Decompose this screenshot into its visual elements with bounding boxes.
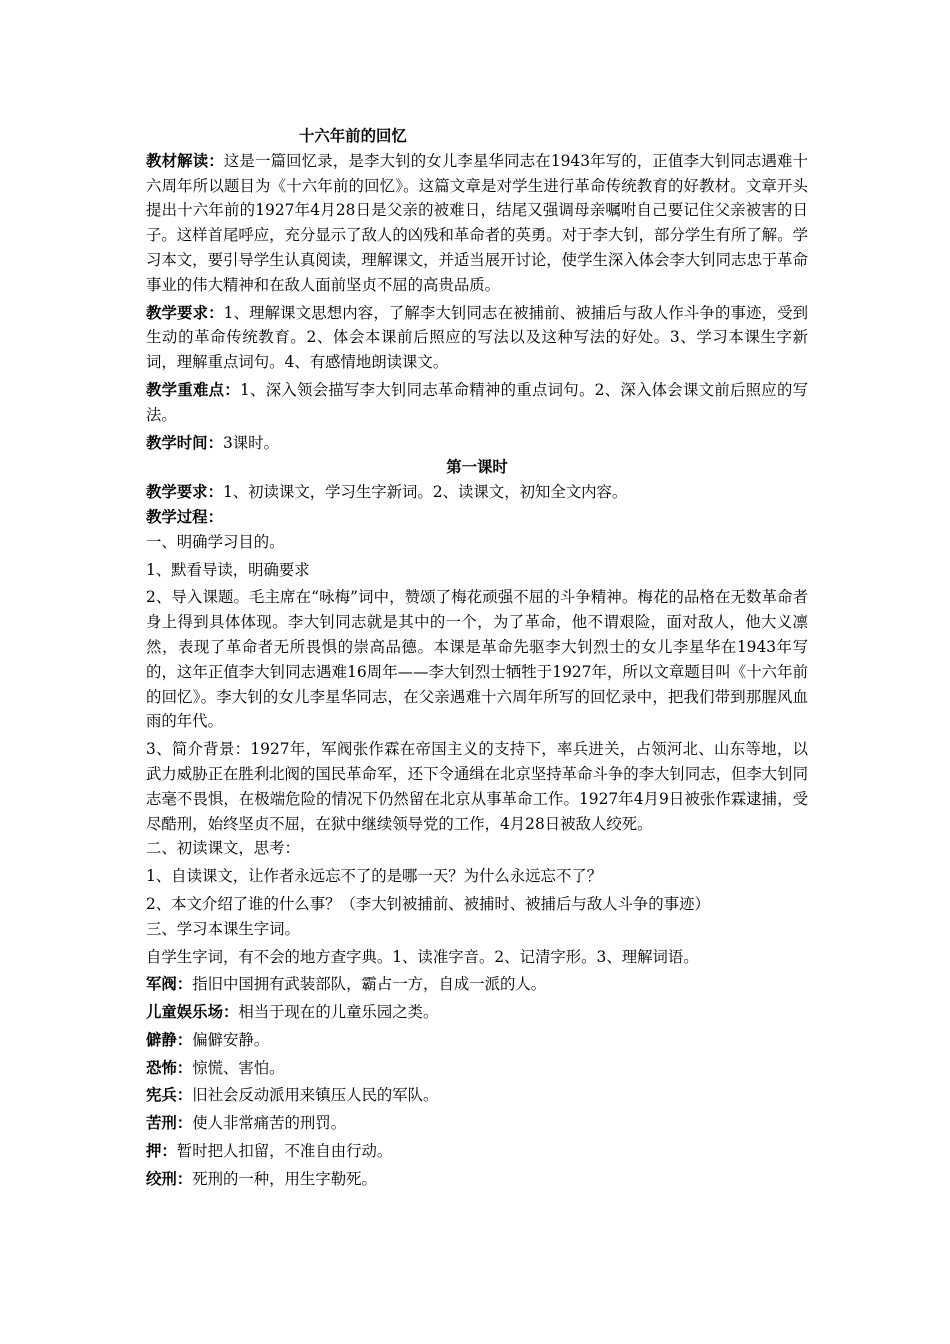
process-line: 2、本文介绍了谁的什么事？（李大钊被捕前、被捕时、被捕后与敌人斗争的事迹） [146, 894, 710, 913]
vocab-definition: 偏僻安静。 [192, 1030, 270, 1049]
process-line: 一、明确学习目的。 [146, 532, 285, 551]
vocab-item [146, 972, 808, 997]
teaching-requirements [146, 301, 808, 375]
teaching-time [146, 431, 808, 456]
textbook-interpretation-label: 教材解读： [146, 151, 224, 170]
document-title: 十六年前的回忆 [299, 127, 407, 145]
vocab-term: 绞刑： [146, 1169, 193, 1188]
teaching-key-points-label: 教学重难点： [146, 380, 240, 399]
vocab-item [146, 1028, 808, 1053]
lesson-one-requirements-text: 1、初读课文，学习生字新词。2、读课文，初知全文内容。 [222, 483, 628, 502]
vocab-item [146, 1056, 808, 1081]
vocab-item [146, 1167, 808, 1192]
lesson-one-requirements-label: 教学要求： [146, 483, 223, 502]
lesson-one-heading: 第一课时 [446, 458, 508, 477]
teaching-key-points-text: 1、深入领会描写李大钊同志革命精神的重点词句。2、深入体会课文前后照应的写法。 [146, 380, 808, 424]
teaching-process-label-text: 教学过程： [146, 507, 223, 526]
teaching-time-text: 3课时。 [222, 433, 279, 452]
process-line: 3、简介背景：1927年，军阀张作霖在帝国主义的支持下，率兵进关，占领河北、山东等地，以武力威胁正在胜利北阀的国民革命军，还下令通缉在北京坚持革命斗争的李大钊同志，但李大钊同志毫不畏惧，在极端危险的情况下仍然留在北京从事革命工作。1927年4月9日被张作霖逮捕，受尽酷刑，始终坚贞不屈，在狱中继续领导党的工作，4月28日被敌人绞死。 [146, 740, 808, 833]
vocab-term: 押： [146, 1142, 177, 1161]
vocab-definition: 指旧中国拥有武装部队，霸占一方，自成一派的人。 [192, 975, 547, 994]
vocab-term: 宪兵： [146, 1086, 193, 1105]
textbook-interpretation-text: 这是一篇回忆录，是李大钊的女儿李星华同志在1943年写的，正值李大钊同志遇难十六周年所以题目为《十六年前的回忆》。这篇文章是对学生进行革命传统教育的好教材。文章开头提出十六年前的1927年4月28日是父亲的被难日，结尾又强调母亲嘱咐自己要记住父亲被害的日子。这样首尾呼应，充分显示了敌人的凶残和革命者的英勇。对于李大钊，部分学生有所了解。学习本文，要引导学生认真阅读，理解课文，并适当展开讨论，使学生深入体会李大钊同志忠于革命事业的伟大精神和在敌人面前坚贞不屈的高贵品质。 [146, 151, 808, 294]
vocab-definition: 死刑的一种，用生字勒死。 [192, 1169, 377, 1188]
process-line: 1、自读课文，让作者永远忘不了的是哪一天？为什么永远忘不了？ [146, 867, 603, 886]
teaching-requirements-label: 教学要求： [146, 303, 224, 322]
vocab-term: 恐怖： [146, 1058, 193, 1077]
teaching-key-points [146, 378, 808, 428]
vocab-definition: 使人非常痛苦的刑罚。 [192, 1114, 347, 1133]
vocab-term: 僻静： [146, 1030, 193, 1049]
vocab-item [146, 1139, 808, 1164]
teaching-process-label [146, 505, 808, 530]
vocab-definition: 惊慌、害怕。 [192, 1058, 285, 1077]
vocab-item [146, 1111, 808, 1136]
teaching-time-label: 教学时间： [146, 433, 223, 452]
vocab-definition: 相当于现在的儿童乐园之类。 [238, 1003, 439, 1022]
vocab-definition: 暂时把人扣留，不准自由行动。 [176, 1142, 393, 1161]
process-line: 1、默看导读，明确要求 [146, 560, 310, 579]
textbook-interpretation [146, 149, 808, 298]
document-page [146, 124, 808, 1192]
vocab-term: 儿童娱乐场： [146, 1003, 239, 1022]
process-line: 二、初读课文，思考： [146, 839, 300, 858]
vocab-term: 苦刑： [146, 1114, 193, 1133]
vocab-item [146, 1000, 808, 1025]
teaching-requirements-text: 1、理解课文思想内容，了解李大钊同志在被捕前、被捕后与敌人作斗争的事迹，受到生动的革命传统教育。2、体会本课前后照应的写法以及这种写法的好处。3、学习本课生字新词，理解重点词句。4、有感情地朗读课文。 [146, 303, 808, 372]
vocab-term: 军阀： [146, 975, 193, 994]
vocab-definition: 旧社会反动派用来镇压人民的军队。 [192, 1086, 439, 1105]
process-line: 三、学习本课生字词。 [146, 919, 300, 938]
vocab-item [146, 1083, 808, 1108]
lesson-one-requirements [146, 480, 808, 505]
process-line: 2、导入课题。毛主席在“咏梅”词中，赞颂了梅花顽强不屈的斗争精神。梅花的品格在无数革命者身上得到具体体现。李大钊同志就是其中的一个，为了革命，他不谓艰险，面对敌人，他大义凛然，表现了革命者无所畏惧的崇高品德。本课是革命先驱李大钊烈士的女儿李星华在1943年写的，这年正值李大钊同志遇难16周年——李大钊烈士牺牲于1927年，所以文章题目叫《十六年前的回忆》。李大钊的女儿李星华同志，在父亲遇难十六周年所写的回忆录中，把我们带到那腥风血雨的年代。 [146, 588, 808, 731]
process-line: 自学生字词，有不会的地方查字典。1、读准字音。2、记清字形。3、理解词语。 [146, 947, 699, 966]
